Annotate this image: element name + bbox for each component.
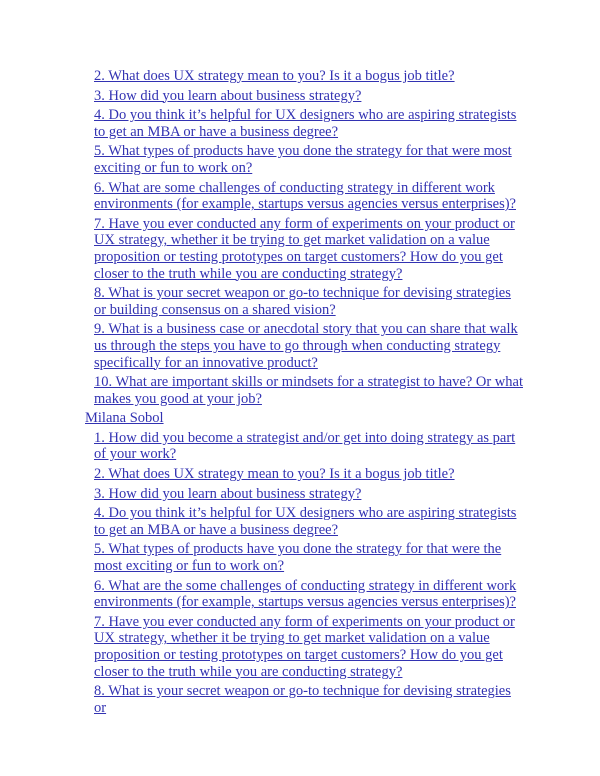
toc-question-link[interactable]: 9. What is a business case or anecdotal story that you can share that walk us through the steps you have to go through when conducting strategy specifically for an innovative product? (94, 321, 518, 371)
toc-question-link[interactable]: 4. Do you think it’s helpful for UX designers who are aspiring strategists to get an MBA or have a business degree? (94, 107, 517, 140)
toc-question-link[interactable]: 8. What is your secret weapon or go-to technique for devising strategies or (94, 683, 511, 716)
toc-question-link[interactable]: 10. What are important skills or mindsets for a strategist to have? Or what makes you good at your job? (94, 374, 523, 407)
toc-section-heading[interactable]: Milana Sobol (85, 410, 164, 427)
toc-question-link[interactable]: 5. What types of products have you done the strategy for that were the most exciting or fun to work on? (94, 541, 502, 575)
toc-question-link[interactable]: 6. What are some challenges of conducting strategy in different work environments (for example, startups versus agencies versus enterprises)? (94, 179, 516, 213)
toc-question-link[interactable]: 1. How did you become a strategist and/or get into doing strategy as part of your work? (94, 429, 516, 463)
toc-question-link[interactable]: 2. What does UX strategy mean to you? Is it a bogus job title? (94, 68, 455, 84)
toc-question-link[interactable]: 8. What is your secret weapon or go-to technique for devising strategies or building consensus on a shared vision? (94, 285, 511, 318)
toc-question-link[interactable]: 2. What does UX strategy mean to you? Is it a bogus job title? (94, 466, 455, 483)
toc-question-link[interactable]: 5. What types of products have you done the strategy for that were most exciting or fun to work on? (94, 143, 512, 176)
toc-question-link[interactable]: 7. Have you ever conducted any form of experiments on your product or UX strategy, whether it be trying to get market validation on a value proposition or testing prototypes on target customers? How do you get closer to the truth while you are conducting strategy? (94, 215, 515, 282)
toc-question-link[interactable]: 6. What are the some challenges of conducting strategy in different work environments (for example, startups versus agencies versus enterprises)? (94, 577, 517, 611)
toc-question-link[interactable]: 4. Do you think it’s helpful for UX designers who are aspiring strategists to get an MBA or have a business degree? (94, 505, 517, 538)
toc-question-link[interactable]: 3. How did you learn about business strategy? (94, 87, 362, 104)
toc-question-link[interactable]: 7. Have you ever conducted any form of experiments on your product or UX strategy, whether it be trying to get market validation on a value proposition or testing prototypes on target customers? How do you get closer to the truth while you are conducting strategy? (94, 613, 515, 680)
toc-question-link[interactable]: 3. How did you learn about business strategy? (94, 485, 362, 502)
